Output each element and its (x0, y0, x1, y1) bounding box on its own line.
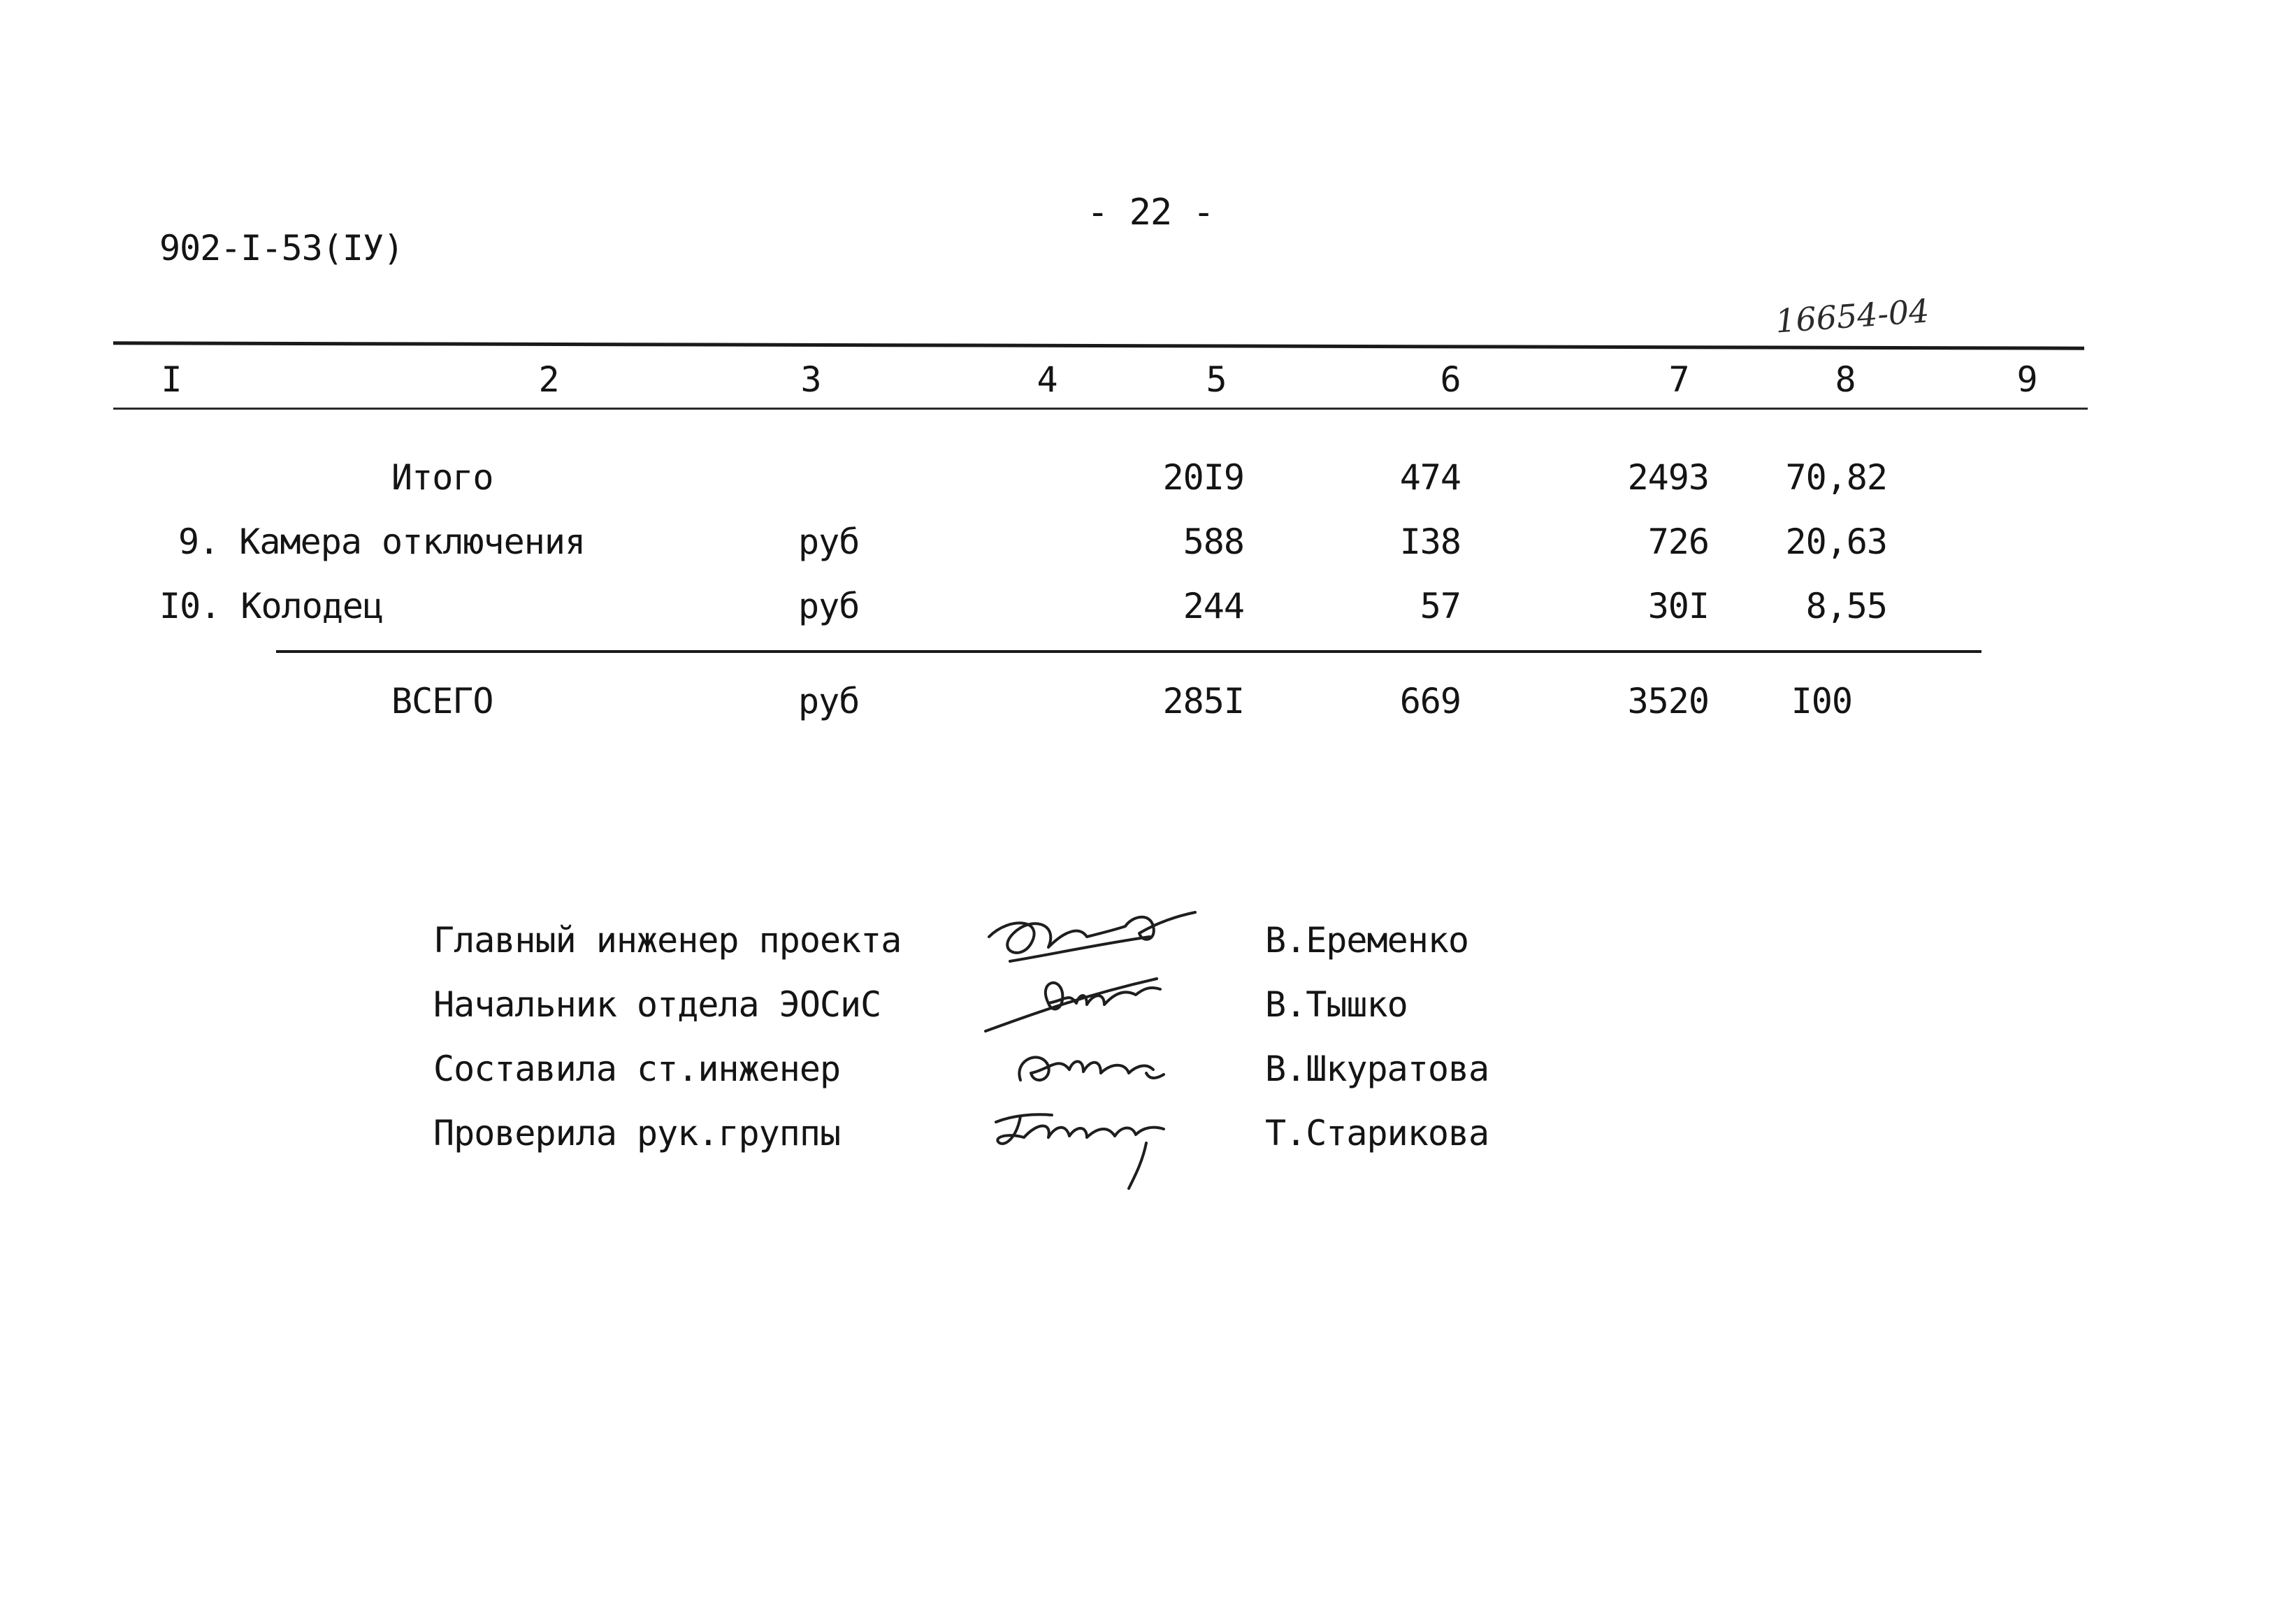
signer-position: Главный инженер проекта (433, 920, 902, 961)
cell-col8: 8,55 (1805, 586, 1887, 626)
row-name: 9. Камера отключения (178, 522, 586, 562)
signer-position: Начальник отдела ЭОСиС (433, 984, 881, 1025)
total-label: ВСЕГО (391, 681, 493, 721)
total-unit: руб (798, 681, 860, 721)
cell-col6: I38 (1399, 522, 1461, 562)
handwritten-signature (1006, 1031, 1188, 1094)
cell-col6: 474 (1399, 457, 1461, 498)
column-header-9: 9 (2016, 359, 2037, 400)
handwritten-signature (982, 961, 1192, 1038)
column-header-1: I (161, 359, 182, 400)
table-top-rule (113, 341, 2084, 350)
handwritten-signature (985, 1094, 1195, 1192)
header-bottom-rule (113, 408, 2088, 410)
signer-position: Проверила рук.группы (433, 1113, 841, 1153)
column-header-2: 2 (538, 359, 559, 400)
column-header-5: 5 (1206, 359, 1227, 400)
signer-position: Составила ст.инженер (433, 1049, 841, 1089)
column-header-7: 7 (1668, 359, 1689, 400)
cell-col6: 57 (1420, 586, 1461, 626)
column-header-8: 8 (1835, 359, 1856, 400)
signer-name: В.Тышко (1265, 984, 1408, 1025)
row-name: Итого (391, 457, 493, 498)
row-unit: руб (798, 586, 860, 626)
cell-col8: 70,82 (1785, 457, 1887, 498)
row-unit: руб (798, 522, 860, 562)
page-number: - 22 - (1087, 192, 1214, 233)
cell-col5: 588 (1183, 522, 1244, 562)
document-code: 902-I-53(IУ) (159, 228, 404, 268)
archive-number: 16654-04 (1774, 292, 1931, 340)
cell-col5: 20I9 (1162, 457, 1244, 498)
signer-name: Т.Старикова (1265, 1113, 1489, 1153)
total-col6: 669 (1399, 681, 1461, 721)
total-col5: 285I (1162, 681, 1244, 721)
cell-col7: 30I (1647, 586, 1709, 626)
handwritten-signature (982, 895, 1206, 972)
signer-name: В.Еременко (1265, 920, 1469, 961)
cell-col7: 2493 (1627, 457, 1709, 498)
row-name: I0. Колодец (159, 586, 384, 626)
total-col8: I00 (1791, 681, 1852, 721)
total-col7: 3520 (1627, 681, 1709, 721)
column-header-3: 3 (800, 359, 821, 400)
column-header-4: 4 (1037, 359, 1057, 400)
column-header-6: 6 (1440, 359, 1461, 400)
total-rule (276, 650, 1981, 653)
cell-col5: 244 (1183, 586, 1244, 626)
cell-col7: 726 (1647, 522, 1709, 562)
cell-col8: 20,63 (1785, 522, 1887, 562)
signer-name: В.Шкуратова (1265, 1049, 1489, 1089)
